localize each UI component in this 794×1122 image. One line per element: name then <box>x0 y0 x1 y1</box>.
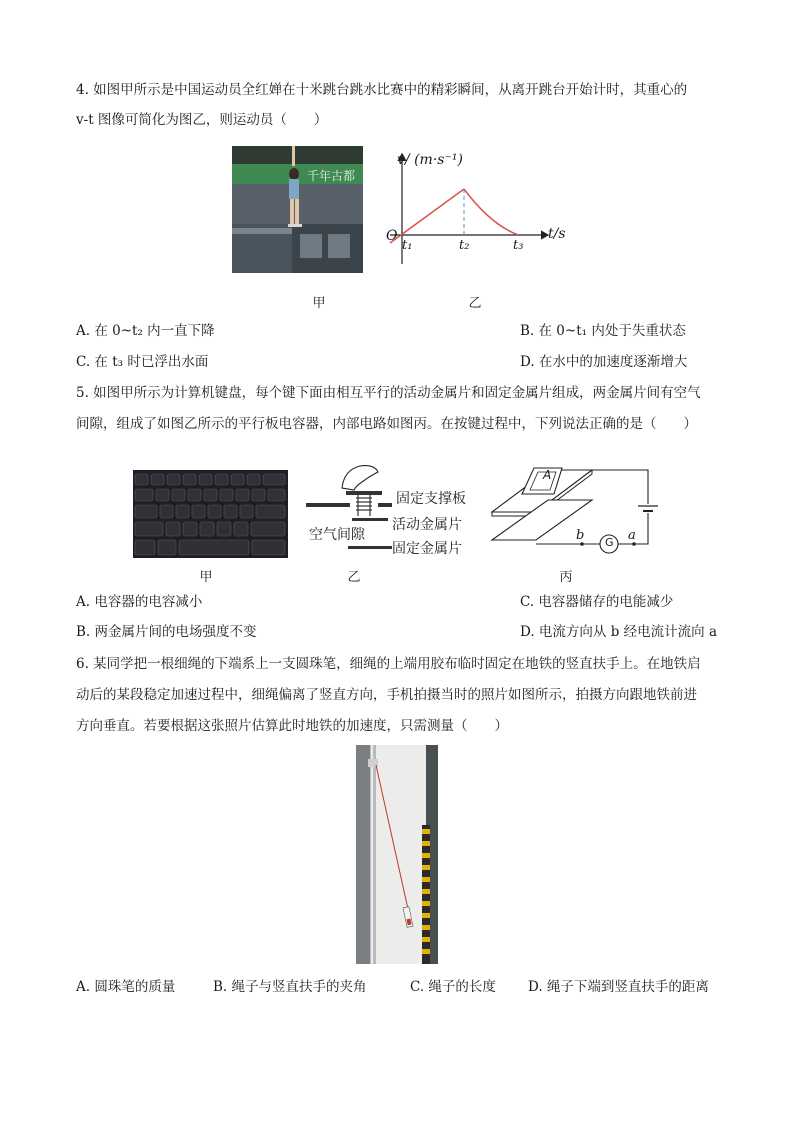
q6-stem-line3: 方向垂直。若要根据这张照片估算此时地铁的加速度，只需测量（ ） <box>76 718 508 734</box>
q5-caption-bing: 丙 <box>559 570 573 585</box>
vt-ylabel: v/ (m·s⁻¹) <box>397 152 463 168</box>
q4-stem-line2: v-t 图像可简化为图乙，则运动员（ ） <box>76 112 328 128</box>
circuit-label-g: G <box>605 536 614 549</box>
label-air-gap: 空气间隙 <box>309 527 365 543</box>
diver-photo-art <box>232 146 363 273</box>
circuit-label-a-key: A <box>543 468 552 482</box>
q5-option-d[interactable]: D. 电流方向从 b 经电流计流向 a <box>520 624 717 640</box>
q4-option-c[interactable]: C. 在 t₃ 时已浮出水面 <box>76 354 209 370</box>
q5-stem-line1: 5. 如图甲所示为计算机键盘，每个键下面由相互平行的活动金属片和固定金属片组成，两金属片间有空气 <box>76 385 701 401</box>
vt-t1: t₁ <box>402 238 413 253</box>
q6-option-d[interactable]: D. 绳子下端到竖直扶手的距离 <box>528 979 709 995</box>
fixed-plate <box>348 546 392 549</box>
q6-stem-line1: 6. 某同学把一根细绳的下端系上一支圆珠笔，细绳的上端用胶布临时固定在地铁的竖直扶手上。在地铁启 <box>76 656 701 672</box>
photo-sign: 千年古都 <box>307 169 356 183</box>
moving-plate <box>352 518 388 521</box>
vt-xlabel: t/s <box>548 226 566 242</box>
key-cap <box>346 491 382 495</box>
q4-caption-yi: 乙 <box>468 296 482 311</box>
q5-stem-line2: 间隙，组成了如图乙所示的平行板电容器，内部电路如图丙。在按键过程中，下列说法正确的是（ ） <box>76 416 697 432</box>
keyboard-photo <box>133 470 288 558</box>
label-moving-plate: 活动金属片 <box>392 517 462 533</box>
label-support-board: 固定支撑板 <box>396 491 466 507</box>
q6-option-c[interactable]: C. 绳子的长度 <box>410 979 496 995</box>
circuit-label-b: b <box>576 528 585 543</box>
support-board-right <box>378 503 392 507</box>
circuit-diagram <box>488 456 668 560</box>
support-board-left <box>306 503 350 507</box>
q4-option-d[interactable]: D. 在水中的加速度逐渐增大 <box>520 354 688 370</box>
circuit-label-a-node: a <box>628 528 636 543</box>
vt-t2: t₂ <box>459 238 470 253</box>
q5-option-a[interactable]: A. 电容器的电容减小 <box>76 594 203 610</box>
label-fixed-plate: 固定金属片 <box>392 541 462 557</box>
q4-option-b[interactable]: B. 在 0~t₁ 内处于失重状态 <box>520 323 686 339</box>
q5-caption-yi: 乙 <box>347 570 361 585</box>
subway-photo <box>356 745 438 964</box>
q6-option-b[interactable]: B. 绳子与竖直扶手的夹角 <box>213 979 367 995</box>
q5-option-b[interactable]: B. 两金属片间的电场强度不变 <box>76 624 257 640</box>
q4-stem-line1: 4. 如图甲所示是中国运动员全红婵在十米跳台跳水比赛中的精彩瞬间，从离开跳台开始计时，其重心的 <box>76 82 688 98</box>
diver-photo <box>232 146 363 273</box>
q5-option-c[interactable]: C. 电容器储存的电能减少 <box>520 594 674 610</box>
q4-option-a[interactable]: A. 在 0~t₂ 内一直下降 <box>76 323 215 339</box>
subway-photo-art <box>356 745 438 964</box>
q6-stem-line2: 动后的某段稳定加速过程中，细绳偏离了竖直方向，手机拍摄当时的照片如图所示，拍摄方向跟地铁前进 <box>76 687 697 703</box>
q4-caption-jia: 甲 <box>312 296 326 311</box>
q6-option-a[interactable]: A. 圆珠笔的质量 <box>76 979 176 995</box>
finger <box>342 466 378 490</box>
velocity-curve <box>464 189 518 235</box>
vt-t3: t₃ <box>513 238 524 253</box>
vt-origin: O <box>386 228 398 244</box>
keyboard-art <box>133 470 288 558</box>
q5-caption-jia: 甲 <box>199 570 213 585</box>
